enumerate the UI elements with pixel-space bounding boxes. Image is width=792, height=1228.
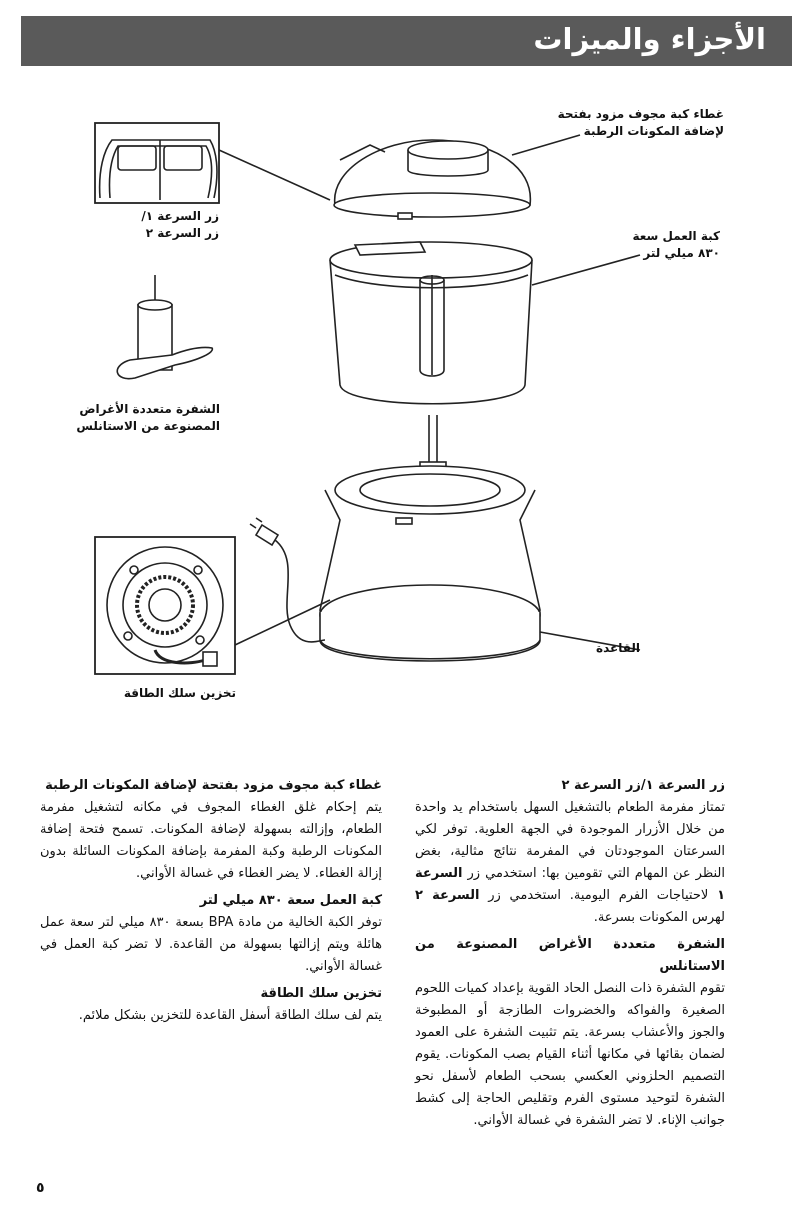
speed-label: زر السرعة ١/ زر السرعة ٢ bbox=[141, 209, 219, 240]
cord-storage-inset bbox=[95, 537, 235, 674]
page-header bbox=[21, 16, 792, 66]
right-text-column bbox=[415, 775, 725, 1137]
page-number: ٥ bbox=[36, 1180, 45, 1196]
cord-section-body: يتم لف سلك الطاقة أسفل القاعدة للتخزين بشكل ملائم. bbox=[78, 1008, 382, 1023]
lid-section-body: يتم إحكام غلق الغطاء المجوف في مكانه لتشغيل مفرمة الطعام، وإزالته بسهولة لإضافة المكونات. تسمح فتحة إضافة المكونات الرطبة وكبة المفرمة بإضافة المكونات السائلة بدون إزالة الغطاء. لا يضر الغطاء في غسالة الأواني. bbox=[40, 800, 382, 881]
bowl-label: كبة العمل سعة ٨٣٠ ميلي لتر bbox=[632, 229, 720, 260]
blade-section-body: تقوم الشفرة ذات النصل الحاد القوية بإعداد كميات اللحوم الصغيرة والفواكه والخضروات الطازجة أو المطبوخة والجوز والأعشاب بسرعة. يتم تثبيت الشفرة على العمود لضمان بقائها في مكانها أثناء القيام بصب المكونات. يقوم التصميم الحلزوني العكسي بسحب الطعام لأسفل نحو الشفرة لتوحيد مستوى الفرم وتقليص الحاجة إلى كشط جوانب الإناء. لا تضر الشفرة في غسالة الأواني. bbox=[415, 981, 725, 1128]
cord-leader-line bbox=[235, 600, 330, 645]
cord-label: تخزين سلك الطاقة bbox=[123, 686, 236, 700]
blade-assembly bbox=[117, 275, 212, 379]
motor-base bbox=[320, 466, 540, 661]
speed-section-title: زر السرعة ١/زر السرعة ٢ bbox=[561, 778, 725, 793]
speed-section-body: تمتاز مفرمة الطعام بالتشغيل السهل باستخدام يد واحدة من خلال الأزرار الموجودة في الجهة العلوية. توفر لكي السرعتان الموجودتان في المفرمة نتائج مثالية، بغض النظر عن المهام التي تقومين بها: استخدمي زر السرعة ١ لاحتياجات الفرم اليومية. استخدمي زر السرعة ٢ لهرس المكونات بسرعة. bbox=[415, 800, 725, 925]
lid-label: غطاء كبة مجوف مزود بفتحة لإضافة المكونات الرطبة bbox=[557, 107, 724, 138]
work-bowl bbox=[330, 242, 532, 404]
bowl-leader-line bbox=[532, 255, 640, 285]
left-text-column bbox=[40, 775, 382, 1032]
blade-label: الشفرة متعددة الأغراض المصنوعة من الاستانلس bbox=[76, 402, 220, 433]
blade-section-title: الشفرة متعددة الأغراض المصنوعة من الاستانلس bbox=[415, 937, 725, 974]
cord-section-title: تخزين سلك الطاقة bbox=[260, 986, 382, 1001]
power-cord bbox=[250, 518, 325, 642]
bowl-section-title: كبة العمل سعة ٨٣٠ ميلي لتر bbox=[199, 893, 382, 908]
speed-buttons-inset bbox=[95, 123, 219, 203]
product-diagram bbox=[0, 80, 792, 720]
bowl-lid bbox=[334, 140, 530, 219]
bowl-section-body: توفر الكبة الخالية من مادة BPA بسعة ٨٣٠ ميلي لتر سعة عمل هائلة ويتم إزالتها بسهولة من القاعدة. لا تضر كبة العمل في غسالة الأواني. bbox=[40, 915, 382, 974]
lid-section-title: غطاء كبة مجوف مزود بفتحة لإضافة المكونات الرطبة bbox=[45, 778, 382, 793]
base-label: القاعدة bbox=[596, 641, 640, 655]
speed-leader-line bbox=[219, 150, 330, 200]
page-title: الأجزاء والميزات bbox=[533, 22, 766, 56]
